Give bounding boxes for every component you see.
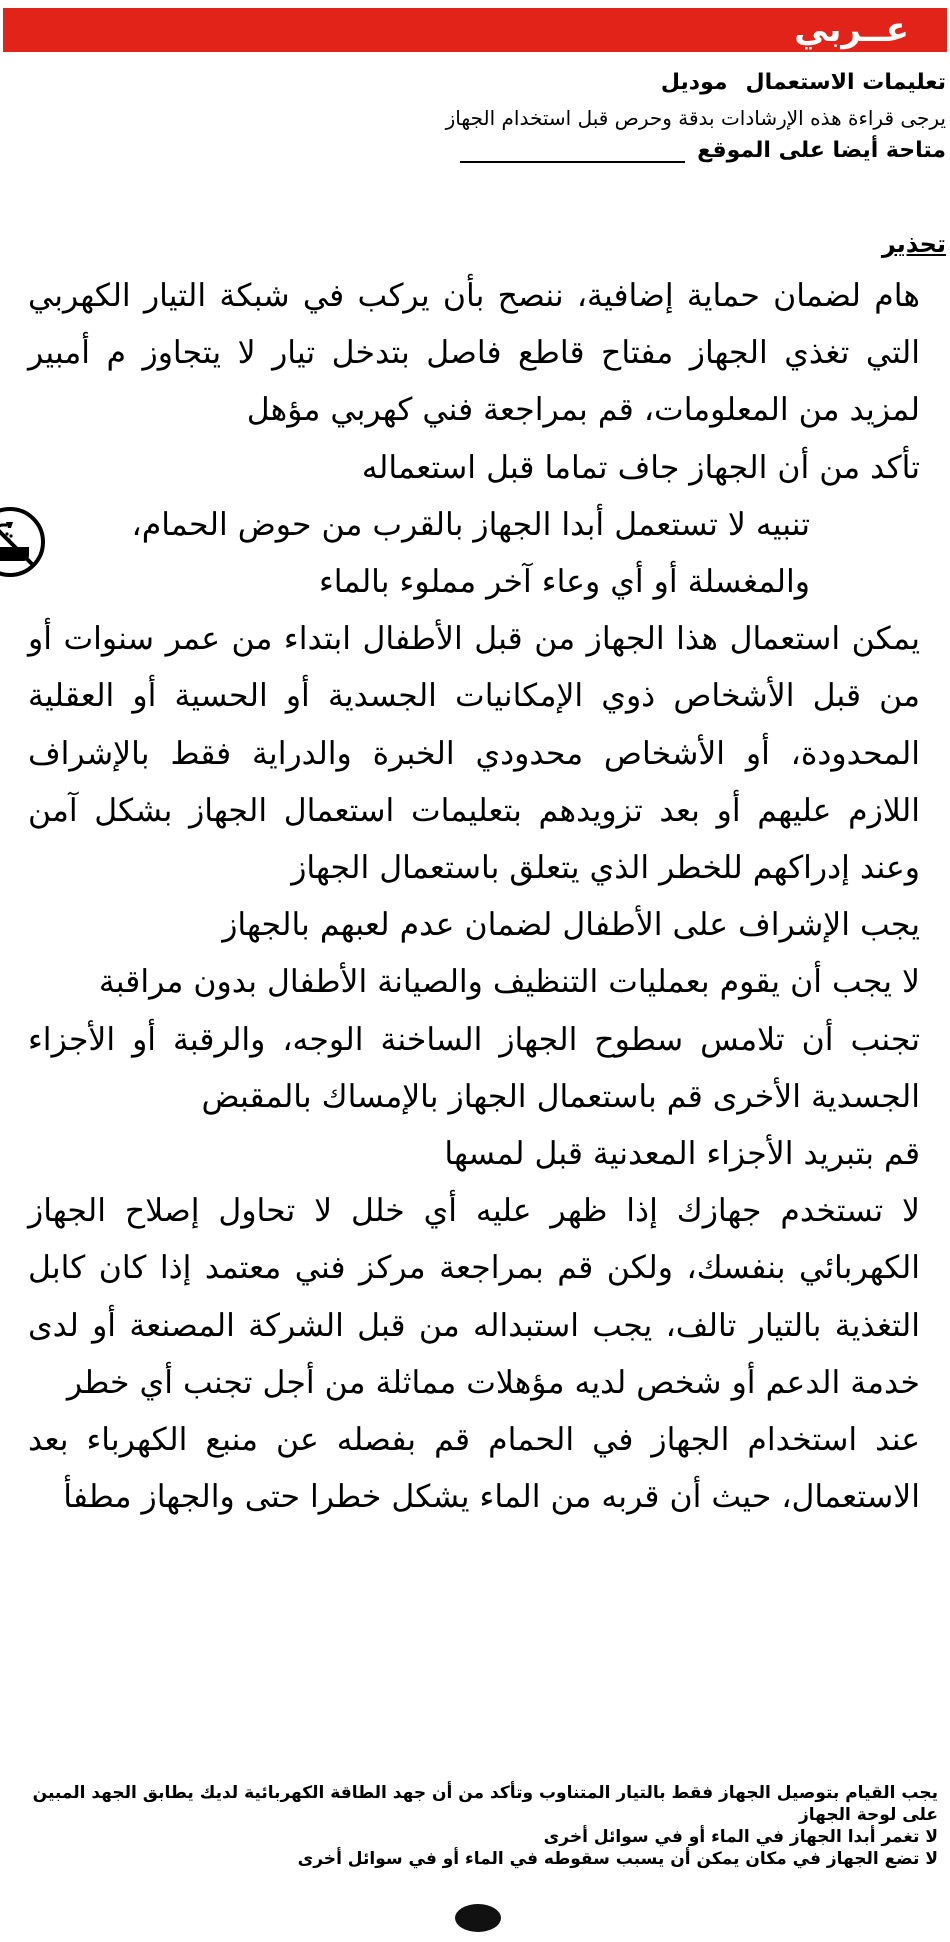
- electrical-notes: [28, 1782, 938, 1870]
- no-water-bathtub-icon: [0, 505, 47, 579]
- note-item: لا تضع الجهاز في مكان يمكن أن يسبب سقوطه في الماء أو في سوائل أخرى: [297, 1849, 938, 1869]
- site-notice-line: [4, 138, 946, 163]
- warning-paragraph: هام لضمان حماية إضافية، ننصح بأن يركب في شبكة التيار الكهربي التي تغذي الجهاز مفتاح قاطع فاصل بتدخل تيار لا يتجاوز م أمبير لمزيد من المعلومات، قم بمراجعة فني كهربي مؤهل: [28, 278, 920, 429]
- website-blank-line: [460, 141, 685, 163]
- instructions-title-line: [4, 70, 946, 95]
- page-marker: [455, 1904, 501, 1932]
- warning-paragraph: تجنب أن تلامس سطوح الجهاز الساخنة الوجه، والرقبة أو الأجزاء الجسدية الأخرى قم باستعمال الجهاز بالإمساك بالمقبض: [28, 1021, 920, 1115]
- language-label: عــربي: [794, 10, 909, 50]
- caution-text: تنبيه لا تستعمل أبدا الجهاز بالقرب من حوض الحمام، والمغسلة أو أي وعاء آخر مملوء بالماء: [131, 506, 810, 601]
- warning-paragraph: قم بتبريد الأجزاء المعدنية قبل لمسها: [444, 1136, 920, 1173]
- warning-body: [28, 268, 920, 1526]
- warning-paragraph: لا تستخدم جهازك إذا ظهر عليه أي خلل لا تحاول إصلاح الجهاز الكهربائي بنفسك، ولكن قم بمراجعة مركز فني معتمد إذا كان كابل التغذية بالتيار تالف، يجب استبداله من قبل الشركة المصنعة أو لدى خدمة الدعم أو شخص لديه مؤهلات مماثلة من أجل تجنب أي خطر: [28, 1193, 920, 1401]
- model-label: موديل: [660, 70, 728, 95]
- instructions-title: تعليمات الاستعمال: [745, 70, 946, 95]
- warning-paragraph: تأكد من أن الجهاز جاف تماما قبل استعماله: [361, 449, 920, 486]
- caution-block: [48, 497, 810, 611]
- site-notice: متاحة أيضا على الموقع: [697, 138, 946, 163]
- warning-paragraph: يمكن استعمال هذا الجهاز من قبل الأطفال ابتداء من عمر سنوات أو من قبل الأشخاص ذوي الإمكانيات الجسدية أو الحسية أو العقلية المحدودة، أو الأشخاص محدودي الخبرة والدراية فقط بالإشراف اللازم عليهم أو بعد تزويدهم بتعليمات استعمال الجهاز بشكل آمن وعند إدراكهم للخطر الذي يتعلق باستعمال الجهاز: [28, 621, 920, 887]
- note-item: لا تغمر أبدا الجهاز في الماء أو في سوائل أخرى: [543, 1827, 938, 1847]
- language-banner: [3, 8, 947, 52]
- warning-paragraph: يجب الإشراف على الأطفال لضمان عدم لعبهم بالجهاز: [222, 907, 920, 944]
- note-item: يجب القيام بتوصيل الجهاز فقط بالتيار المتناوب وتأكد من أن جهد الطاقة الكهربائية لديك يطابق الجهد المبين على لوحة الجهاز: [32, 1783, 938, 1825]
- warning-paragraph: لا يجب أن يقوم بعمليات التنظيف والصيانة الأطفال بدون مراقبة: [98, 964, 920, 1001]
- warning-title: تحذير: [881, 230, 946, 258]
- read-notice: يرجى قراءة هذه الإرشادات بدقة وحرص قبل استخدام الجهاز: [445, 106, 946, 130]
- warning-paragraph: عند استخدام الجهاز في الحمام قم بفصله عن منبع الكهرباء بعد الاستعمال، حيث أن قربه من الماء يشكل خطرا حتى والجهاز مطفأ: [28, 1422, 920, 1516]
